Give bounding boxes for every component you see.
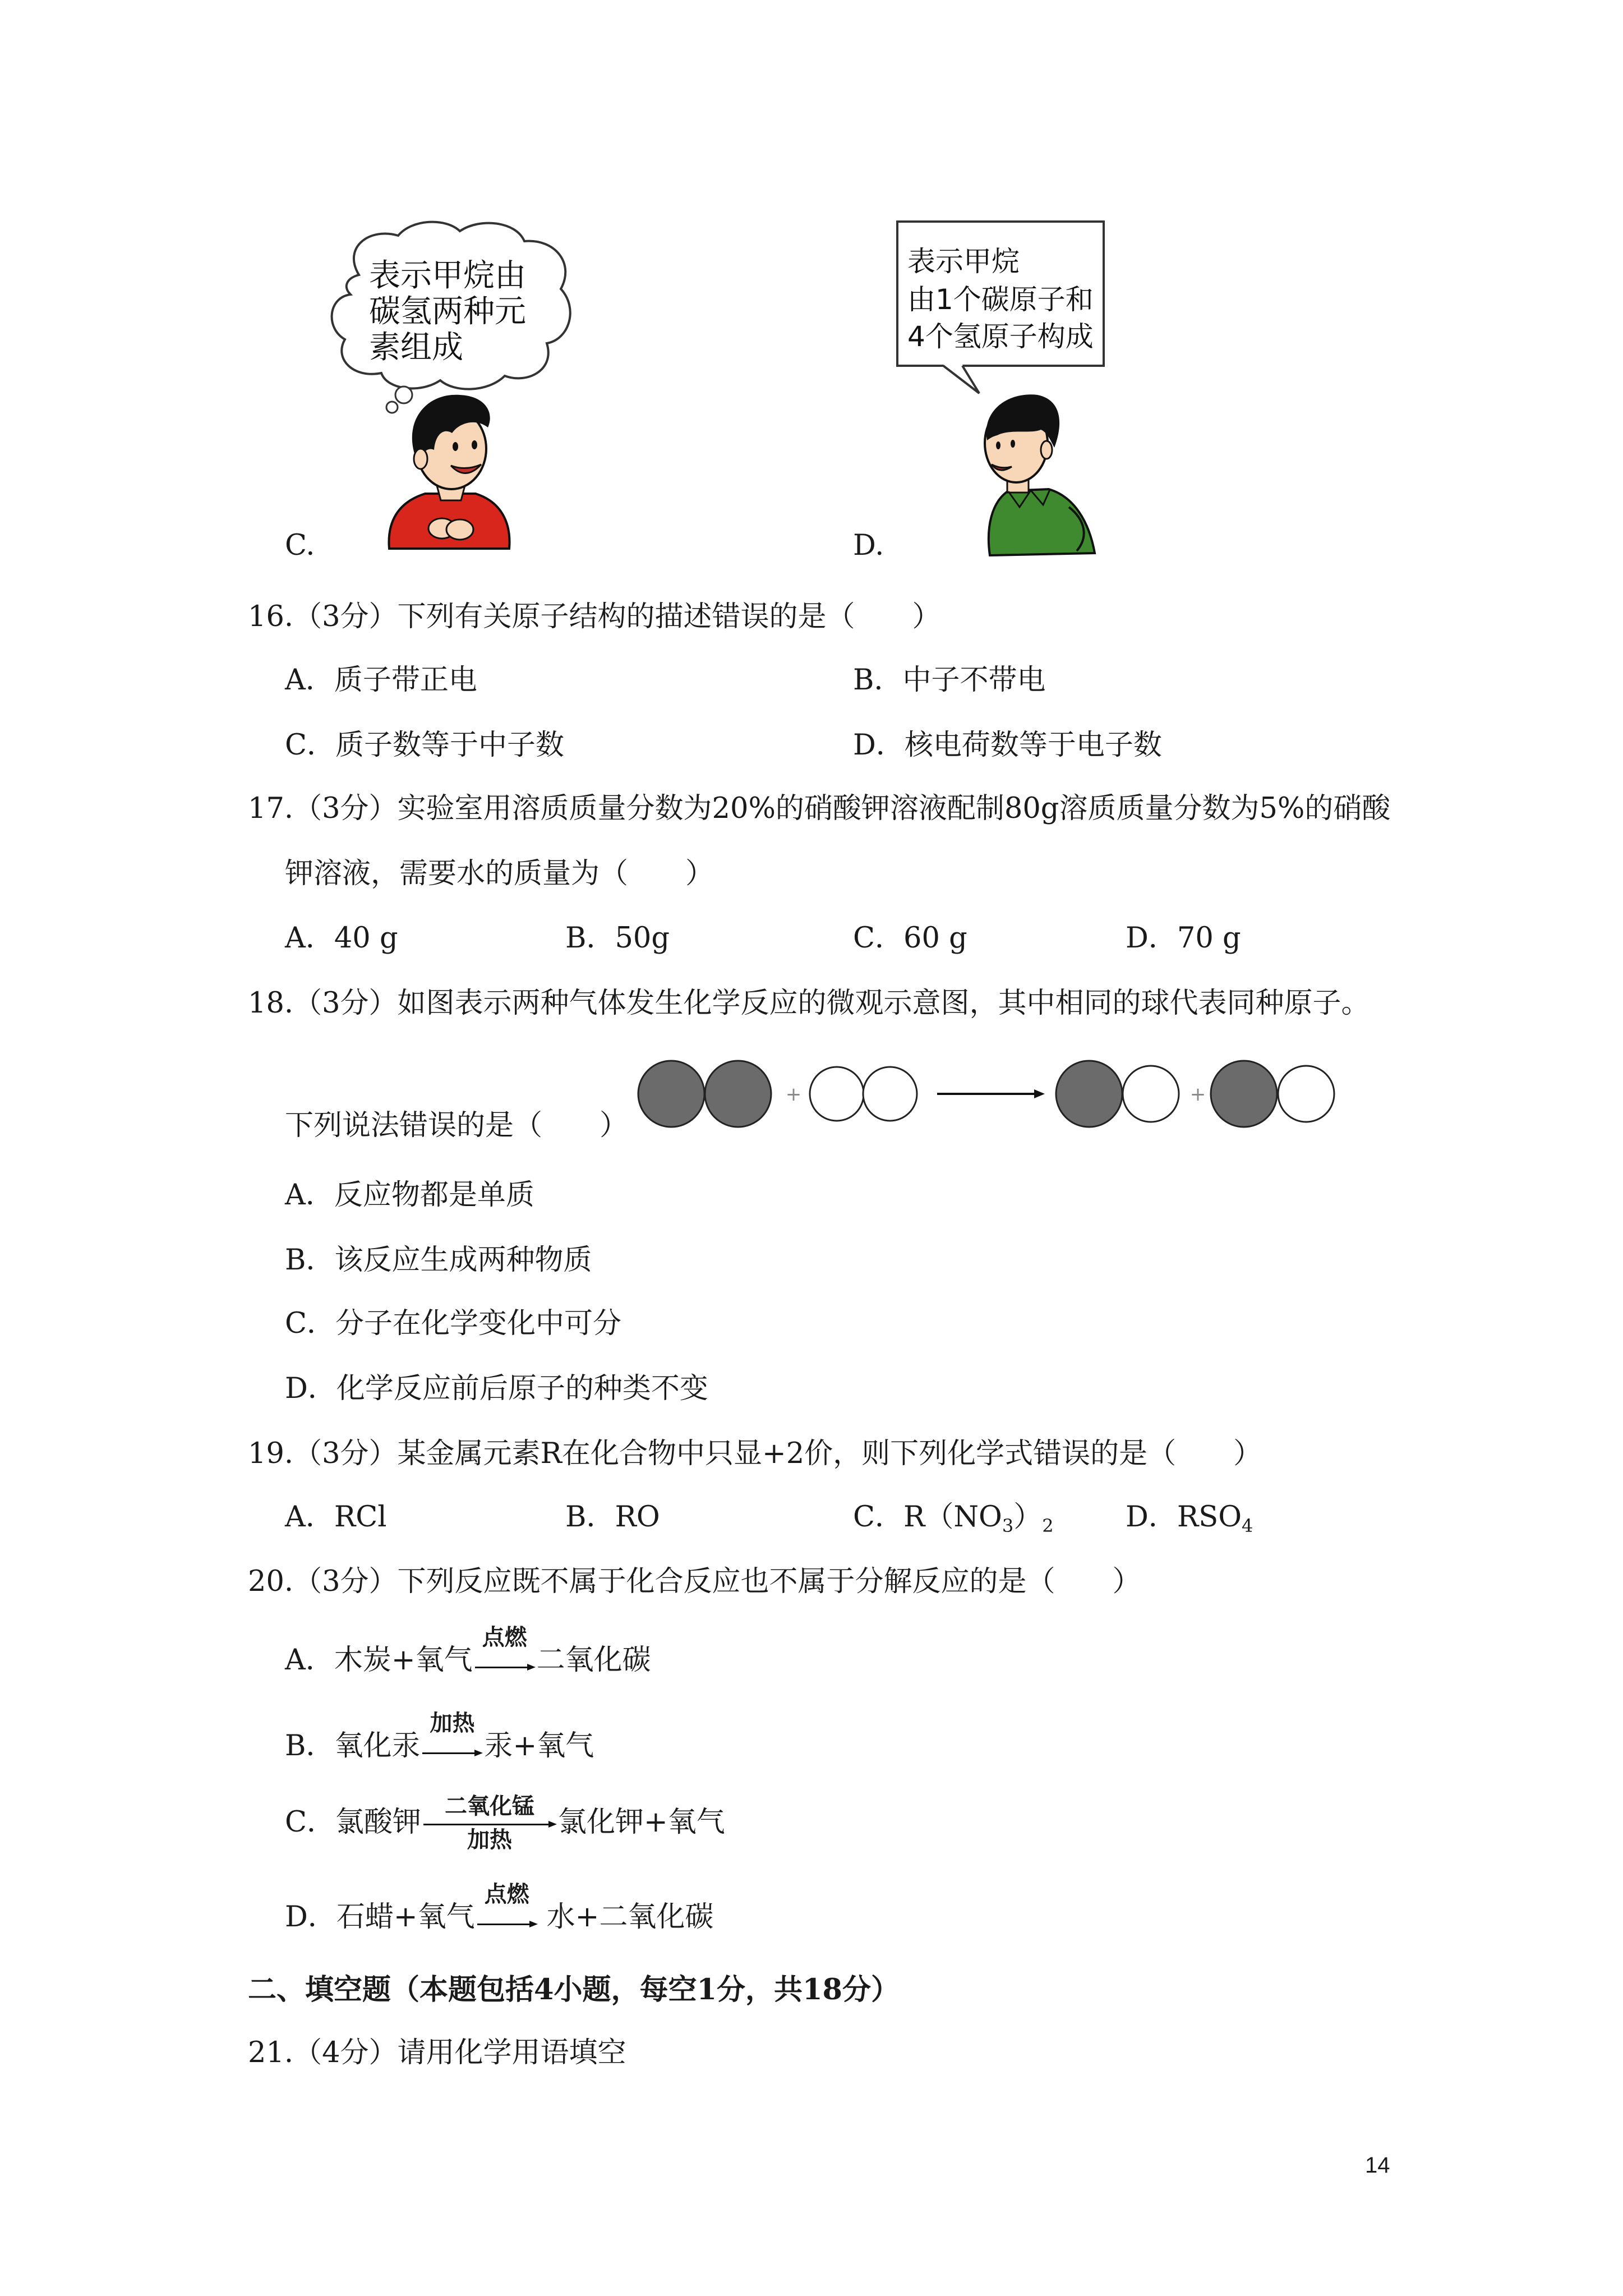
q16-option-b: B．中子不带电 <box>853 664 1046 697</box>
q16-option-c: C．质子数等于中子数 <box>285 729 565 762</box>
green-shirt <box>989 489 1095 555</box>
bubble-d-line-1: 表示甲烷 <box>907 245 1020 278</box>
q20-option-d <box>285 1878 713 1957</box>
q19-option-c <box>853 1499 1054 1535</box>
reaction-particle-diagram <box>628 1055 1346 1133</box>
ear <box>1041 441 1052 459</box>
reaction-condition-above: 点燃 <box>484 1881 529 1907</box>
q20-option-d-products: 水+二氧化碳 <box>546 1901 714 1934</box>
q20-option-b-reactants: B．氧化汞 <box>285 1729 421 1763</box>
q20-stem: 20.（3分）下列反应既不属于化合反应也不属于分解反应的是（ ） <box>248 1565 1141 1598</box>
section-2-heading: 二、填空题（本题包括4小题，每空1分，共18分） <box>248 1973 900 2007</box>
reaction-arrow <box>477 1881 537 1932</box>
q17-option-b: B．50g <box>565 922 670 955</box>
q17-option-a: A．40 g <box>285 922 398 955</box>
q19-option-d <box>1126 1499 1253 1535</box>
reaction-arrow-head <box>1034 1089 1045 1098</box>
boy-green-shirt-illustration <box>965 387 1105 558</box>
eye-right <box>1011 440 1015 448</box>
q19-option-a: A．RCl <box>285 1501 387 1534</box>
reaction-arrow <box>423 1793 556 1853</box>
boy-red-shirt-illustration <box>381 387 516 550</box>
product-2-atom-dark <box>1211 1061 1277 1127</box>
q20-option-c <box>285 1783 725 1862</box>
bubble-d-line-2: 由1个碳原子和 <box>907 283 1094 316</box>
q20-option-b <box>285 1707 594 1786</box>
bubble-c-line-3: 素组成 <box>369 329 463 366</box>
plus-sign-1: + <box>785 1083 802 1106</box>
reactant-2-atom-2 <box>863 1067 917 1121</box>
bubble-c-line-2: 碳氢两种元 <box>369 293 526 330</box>
reaction-arrow <box>422 1710 482 1761</box>
q19-option-d-subscript-4: 4 <box>1242 1515 1253 1536</box>
ear <box>414 449 427 469</box>
q20-option-c-reactants: C．氯酸钾 <box>285 1806 422 1839</box>
q18-prompt: 下列说法错误的是（ ） <box>285 1109 629 1142</box>
q20-option-a <box>285 1621 651 1700</box>
q17-stem-line-1: 17.（3分）实验室用溶质质量分数为20%的硝酸钾溶液配制80g溶质质量分数为5%的硝酸 <box>248 792 1391 825</box>
q20-option-c-products: 氯化钾+氧气 <box>558 1806 725 1839</box>
arrow-shaft <box>423 1824 549 1825</box>
eye-left <box>996 441 1000 449</box>
q19-option-d-formula-main: D．RSO <box>1126 1501 1242 1534</box>
reactant-2-atom-1 <box>810 1067 864 1121</box>
q18-stem: 18.（3分）如图表示两种气体发生化学反应的微观示意图，其中相同的球代表同种原子。 <box>248 987 1370 1020</box>
q19-option-c-subscript-3: 3 <box>1002 1515 1014 1536</box>
q16-option-d: D．核电荷数等于电子数 <box>853 729 1162 762</box>
q18-option-c: C．分子在化学变化中可分 <box>285 1307 622 1340</box>
reactant-1-atom-2 <box>705 1061 771 1127</box>
arrow-shaft <box>475 1667 528 1668</box>
arrow-shaft <box>477 1924 530 1925</box>
option-c-label: C. <box>285 529 315 562</box>
option-d-label: D. <box>853 529 884 562</box>
q16-stem: 16.（3分）下列有关原子结构的描述错误的是（ ） <box>248 600 941 633</box>
arrow-shaft <box>422 1752 475 1754</box>
product-1-atom-light <box>1123 1066 1179 1122</box>
q20-option-d-reactants: D．石蜡+氧气 <box>285 1901 475 1934</box>
q19-stem: 19.（3分）某金属元素R在化合物中只显+2价，则下列化学式错误的是（ ） <box>248 1437 1262 1470</box>
q20-option-b-products: 汞+氧气 <box>484 1729 594 1763</box>
q19-option-c-subscript-2: 2 <box>1042 1515 1054 1536</box>
reactant-1-atom-1 <box>638 1061 704 1127</box>
q18-option-d: D．化学反应前后原子的种类不变 <box>285 1372 708 1405</box>
q17-option-d: D．70 g <box>1126 922 1241 955</box>
q19-option-b: B．RO <box>565 1501 660 1534</box>
reaction-condition-above: 点燃 <box>482 1625 527 1650</box>
q20-option-a-products: 二氧化碳 <box>536 1644 651 1677</box>
eye-right <box>472 440 477 449</box>
q17-option-c: C．60 g <box>853 922 967 955</box>
q19-option-c-formula-main: C．R（NO <box>853 1501 1002 1534</box>
page-number: 14 <box>1365 2153 1390 2178</box>
q19-option-c-formula-close: ） <box>1013 1501 1043 1534</box>
reaction-condition-above: 加热 <box>430 1710 475 1736</box>
bubble-d-line-3: 4个氢原子构成 <box>907 320 1094 353</box>
q21-stem: 21.（4分）请用化学用语填空 <box>248 2036 626 2069</box>
right-hand <box>446 519 473 540</box>
reaction-condition-above: 二氧化锰 <box>445 1793 535 1819</box>
bubble-c-line-1: 表示甲烷由 <box>369 257 526 294</box>
q16-option-a: A．质子带正电 <box>285 664 477 697</box>
q18-option-a: A．反应物都是单质 <box>285 1179 534 1212</box>
q17-stem-line-2: 钾溶液，需要水的质量为（ ） <box>285 857 714 890</box>
reaction-arrow <box>475 1625 534 1676</box>
plus-sign-2: + <box>1189 1083 1206 1106</box>
reaction-condition-below: 加热 <box>467 1827 513 1853</box>
product-1-atom-dark <box>1056 1061 1122 1127</box>
eye-left <box>453 442 458 451</box>
q18-option-b: B．该反应生成两种物质 <box>285 1244 592 1277</box>
product-2-atom-light <box>1278 1066 1334 1122</box>
q20-option-a-reactants: A．木炭+氧气 <box>285 1644 473 1677</box>
